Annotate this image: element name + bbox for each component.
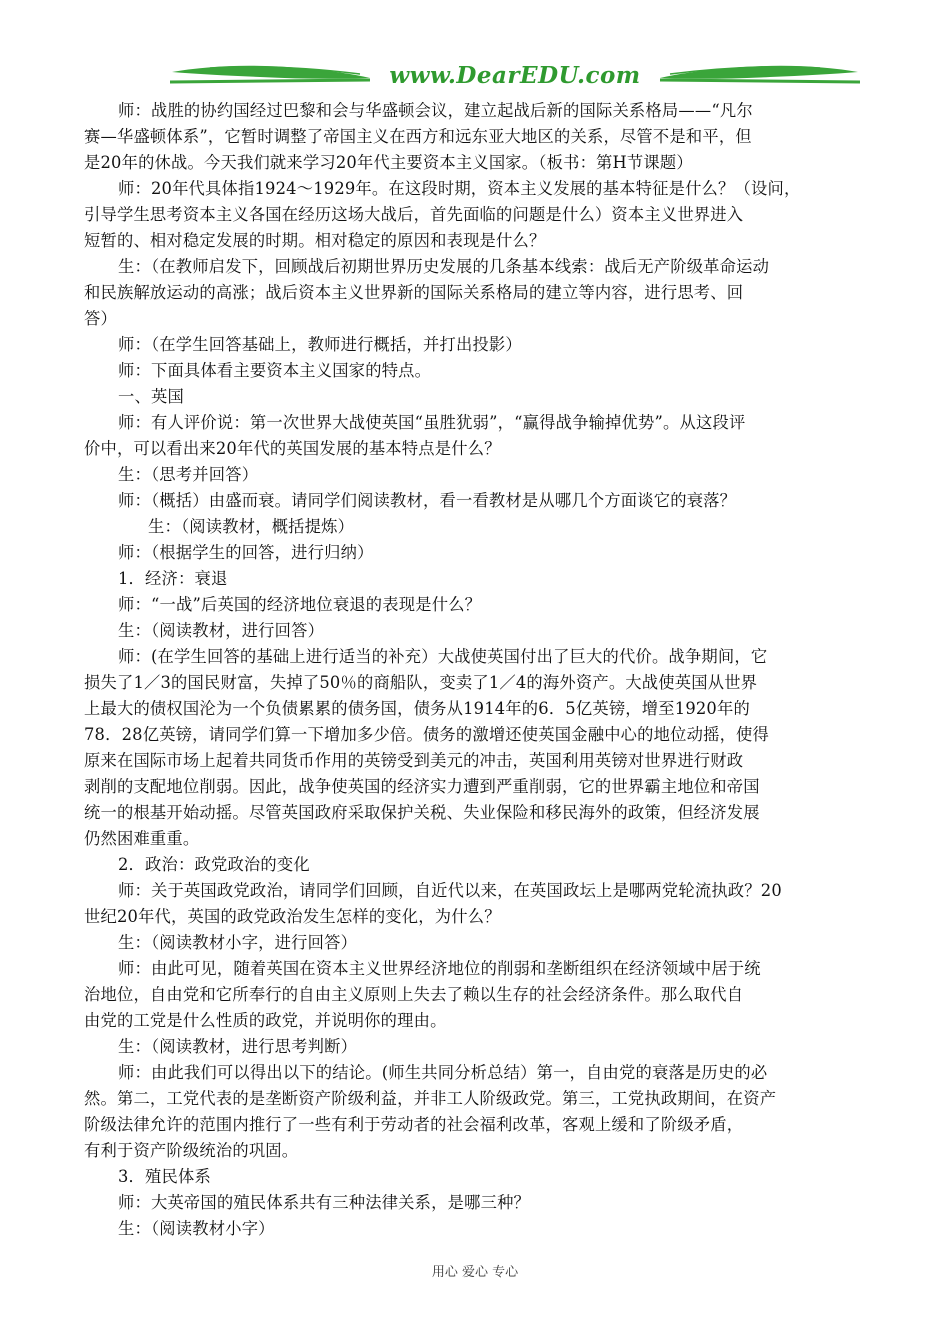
text-line: 1．经济：衰退 bbox=[118, 569, 228, 588]
text-line: 一、英国 bbox=[118, 387, 184, 406]
text-line: 上最大的债权国沦为一个负债累累的债务国，债务从1914年的6．5亿英镑，增至1920年的 bbox=[84, 699, 750, 718]
text-line: 短暂的、相对稳定发展的时期。相对稳定的原因和表现是什么？ bbox=[84, 231, 546, 250]
page-footer: 用心 爱心 专心 bbox=[431, 1265, 519, 1280]
text-line: 赛—华盛顿体系”，它暂时调整了帝国主义在西方和远东亚大地区的关系，尽管不是和平，但 bbox=[84, 127, 752, 146]
text-line: 然。第二，工党代表的是垄断资产阶级利益，并非工人阶级政党。第三，工党执政期间，在资产 bbox=[84, 1089, 777, 1108]
document-body bbox=[84, 98, 866, 1242]
text-line: 3．殖民体系 bbox=[118, 1167, 211, 1186]
text-line: 师：（根据学生的回答，进行归纳） bbox=[118, 543, 374, 562]
text-line: 损失了1／3的国民财富，失掉了50％的商船队，变卖了1／4的海外资产。大战使英国从世界 bbox=[84, 673, 758, 692]
text-line: 生：（阅读教材，概括提炼） bbox=[148, 517, 355, 536]
text-line: 师：由此可见，随着英国在资本主义世界经济地位的削弱和垄断组织在经济领域中居于统 bbox=[118, 959, 761, 978]
text-line: 生：（思考并回答） bbox=[118, 465, 259, 484]
text-line: 师：下面具体看主要资本主义国家的特点。 bbox=[118, 361, 432, 380]
site-logo-text: www.DearEDU.com bbox=[389, 62, 641, 89]
text-line: 世纪20年代，英国的政党政治发生怎样的变化，为什么？ bbox=[84, 907, 501, 926]
text-line: 引导学生思考资本主义各国在经历这场大战后，首先面临的问题是什么）资本主义世界进入 bbox=[84, 205, 744, 224]
text-line: 师：“一战”后英国的经济地位衰退的表现是什么？ bbox=[118, 595, 482, 614]
text-line: 师：大英帝国的殖民体系共有三种法律关系，是哪三种？ bbox=[118, 1193, 531, 1212]
text-line: 阶级法律允许的范围内推行了一些有利于劳动者的社会福利改革，客观上缓和了阶级矛盾， bbox=[84, 1115, 744, 1134]
text-line: 师：有人评价说：第一次世界大战使英国“虽胜犹弱”，“赢得战争输掉优势”。从这段评 bbox=[118, 413, 746, 432]
text-line: 生：（阅读教材小字） bbox=[118, 1219, 275, 1238]
text-line: 统一的根基开始动摇。尽管英国政府采取保护关税、失业保险和移民海外的政策，但经济发展 bbox=[84, 803, 760, 822]
text-line: 师：由此我们可以得出以下的结论。(师生共同分析总结）第一，自由党的衰落是历史的必 bbox=[118, 1063, 768, 1082]
text-line: 答） bbox=[84, 309, 117, 328]
text-line: 原来在国际市场上起着共同货币作用的英镑受到美元的冲击，英国利用英镑对世界进行财政 bbox=[84, 751, 744, 770]
text-line: 价中，可以看出来20年代的英国发展的基本特点是什么？ bbox=[84, 439, 501, 458]
text-line: 是20年的休战。今天我们就来学习20年代主要资本主义国家。（板书：第H节课题） bbox=[84, 153, 693, 172]
text-line: 仍然困难重重。 bbox=[84, 829, 200, 848]
text-line: 师：20年代具体指1924～1929年。在这段时期，资本主义发展的基本特征是什么？（设问， bbox=[118, 179, 801, 198]
text-line: 生：（在教师启发下，回顾战后初期世界历史发展的几条基本线索：战后无产阶级革命运动 bbox=[118, 257, 770, 276]
text-line: 剥削的支配地位削弱。因此，战争使英国的经济实力遭到严重削弱，它的世界霸主地位和帝国 bbox=[84, 777, 760, 796]
text-line: 78．28亿英镑，请同学们算一下增加多少倍。债务的激增还使英国金融中心的地位动摇，使得 bbox=[84, 725, 770, 744]
text-line: 治地位，自由党和它所奉行的自由主义原则上失去了赖以生存的社会经济条件。那么取代自 bbox=[84, 985, 744, 1004]
text-line: 由党的工党是什么性质的政党，并说明你的理由。 bbox=[84, 1011, 447, 1030]
text-line: 师：（在学生回答基础上，教师进行概括，并打出投影） bbox=[118, 335, 522, 354]
text-line: 师：(在学生回答的基础上进行适当的补充）大战使英国付出了巨大的代价。战争期间，它 bbox=[118, 647, 768, 666]
text-line: 生：（阅读教材小字，进行回答） bbox=[118, 933, 358, 952]
text-line: 师：关于英国政党政治，请同学们回顾，自近代以来，在英国政坛上是哪两党轮流执政？20 bbox=[118, 881, 782, 900]
text-line: 和民族解放运动的高涨；战后资本主义世界新的国际关系格局的建立等内容，进行思考、回 bbox=[84, 283, 744, 302]
site-header-banner bbox=[170, 58, 860, 96]
text-line: 生：（阅读教材，进行思考判断） bbox=[118, 1037, 358, 1056]
text-line: 生：（阅读教材，进行回答） bbox=[118, 621, 325, 640]
text-line: 师：（概括）由盛而衰。请同学们阅读教材，看一看教材是从哪几个方面谈它的衰落？ bbox=[118, 491, 737, 510]
text-line: 师：战胜的协约国经过巴黎和会与华盛顿会议，建立起战后新的国际关系格局——“凡尔 bbox=[118, 101, 753, 120]
text-line: 2．政治：政党政治的变化 bbox=[118, 855, 310, 874]
text-line: 有利于资产阶级统治的巩固。 bbox=[84, 1141, 299, 1160]
